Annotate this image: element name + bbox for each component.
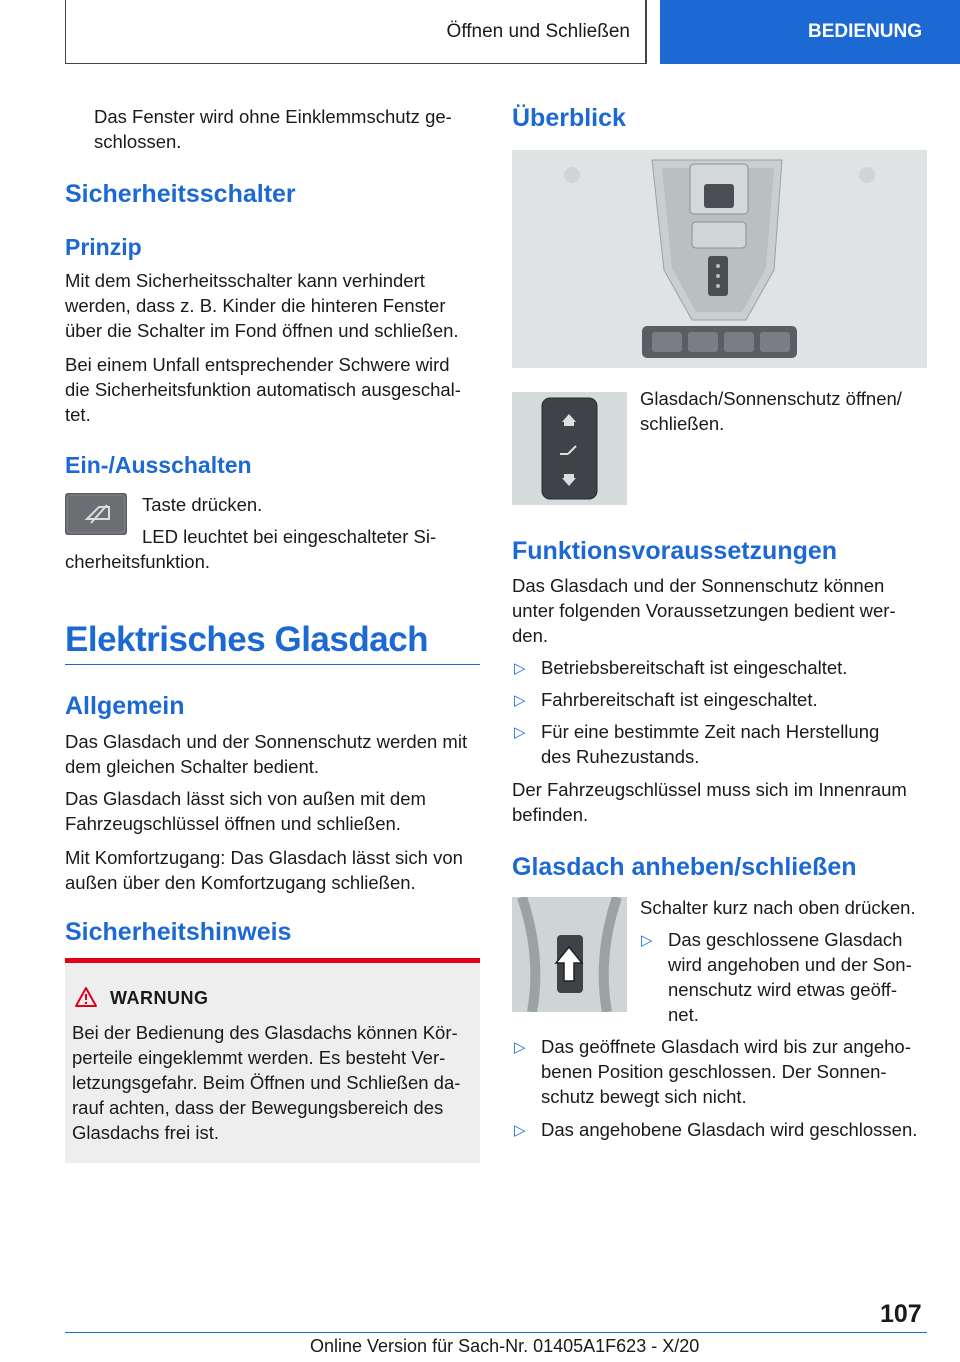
key-text: Der Fahrzeugschlüssel muss sich im Innenraum befinden.: [512, 779, 907, 825]
roof-switch-illustration: [512, 392, 627, 505]
raise-item: Das geöffnete Glasdach wird bis zur angeho- benen Position geschlossen. Der Sonnen- schutz bewegt sich nicht.: [541, 1036, 911, 1107]
heading-requirements: Funktionsvoraussetzungen: [512, 537, 838, 565]
footer-rule: [65, 1332, 927, 1333]
heading-principle: Prinzip: [65, 234, 142, 260]
requirement-item: Betriebsbereitschaft ist eingeschaltet.: [541, 657, 848, 678]
general-text-1: Das Glasdach und der Sonnenschutz werden mit dem gleichen Schalter bedient.: [65, 731, 468, 777]
bullet-icon: ▷: [514, 1039, 526, 1056]
header-section-title: Öffnen und Schließen: [446, 21, 630, 42]
warning-text: Bei der Bedienung des Glasdachs können Kör- perteile eingeklemmt werden. Es besteht Ver- letzungsgefahr. Beim Öffnen und Schließen da- rauf achten, dass der Bewegungsbereich des Glasdachs frei ist.: [72, 1022, 461, 1143]
on-off-text-1: Taste drücken.: [142, 494, 263, 515]
window-lock-icon: [65, 493, 127, 535]
safety-switch-button-image: [65, 493, 127, 535]
raise-switch-image: [512, 897, 627, 1012]
heading-raise: Glasdach anheben/schließen: [512, 853, 857, 881]
heading-glass-roof: Elektrisches Glasdach: [65, 620, 429, 659]
bullet-icon: ▷: [514, 692, 526, 709]
warning-triangle-icon: [74, 986, 98, 1008]
requirements-text: Das Glasdach und der Sonnenschutz können unter folgenden Voraussetzungen bedient wer- den.: [512, 575, 896, 646]
overhead-console-image: [512, 150, 927, 368]
overhead-console-illustration: [512, 150, 927, 368]
heading-overview: Überblick: [512, 104, 626, 132]
heading-safety-switch: Sicherheitsschalter: [65, 180, 296, 208]
raise-switch-illustration: [512, 897, 627, 1012]
on-off-text-3: cherheitsfunktion.: [65, 551, 211, 572]
heading-rule: [65, 664, 480, 665]
general-text-3: Mit Komfortzugang: Das Glasdach lässt sich von außen über den Komfortzugang schließen.: [65, 847, 463, 893]
page-number: 107: [880, 1300, 922, 1328]
heading-safety-note: Sicherheitshinweis: [65, 918, 292, 946]
principle-text-2: Bei einem Unfall entsprechender Schwere wird die Sicherheitsfunktion automatisch ausgeschal- tet.: [65, 354, 461, 425]
requirement-item: Für eine bestimmte Zeit nach Herstellung des Ruhezustands.: [541, 721, 880, 767]
bullet-icon: ▷: [514, 1122, 526, 1139]
raise-item: Das angehobene Glasdach wird geschlossen.: [541, 1119, 918, 1140]
glass-roof-switch-image: [512, 392, 627, 505]
heading-general: Allgemein: [65, 692, 185, 720]
principle-text-1: Mit dem Sicherheitsschalter kann verhindert werden, dass z. B. Kinder die hinteren Fenster über die Schalter im Fond öffnen und schließen.: [65, 270, 459, 341]
warning-title: WARNUNG: [110, 988, 209, 1008]
bullet-icon: ▷: [641, 932, 653, 949]
footer-text: Online Version für Sach-Nr. 01405A1F623 - X/20: [310, 1336, 700, 1356]
heading-on-off: Ein-/Ausschalten: [65, 452, 252, 478]
bullet-icon: ▷: [514, 660, 526, 677]
bullet-icon: ▷: [514, 724, 526, 741]
raise-text: Schalter kurz nach oben drücken.: [640, 897, 916, 918]
requirement-item: Fahrbereitschaft ist eingeschaltet.: [541, 689, 818, 710]
overview-caption: Glasdach/Sonnenschutz öffnen/ schließen.: [640, 388, 902, 434]
header-tab: BEDIENUNG: [660, 0, 960, 64]
raise-sub-item: Das geschlossene Glasdach wird angehoben und der Son- nenschutz wird etwas geöff- net.: [668, 929, 912, 1025]
general-text-2: Das Glasdach lässt sich von außen mit dem Fahrzeugschlüssel öffnen und schließen.: [65, 788, 426, 834]
on-off-text-2: LED leuchtet bei eingeschalteter Si-: [142, 526, 437, 547]
intro-text: Das Fenster wird ohne Einklemmschutz ge- schlossen.: [94, 106, 452, 152]
